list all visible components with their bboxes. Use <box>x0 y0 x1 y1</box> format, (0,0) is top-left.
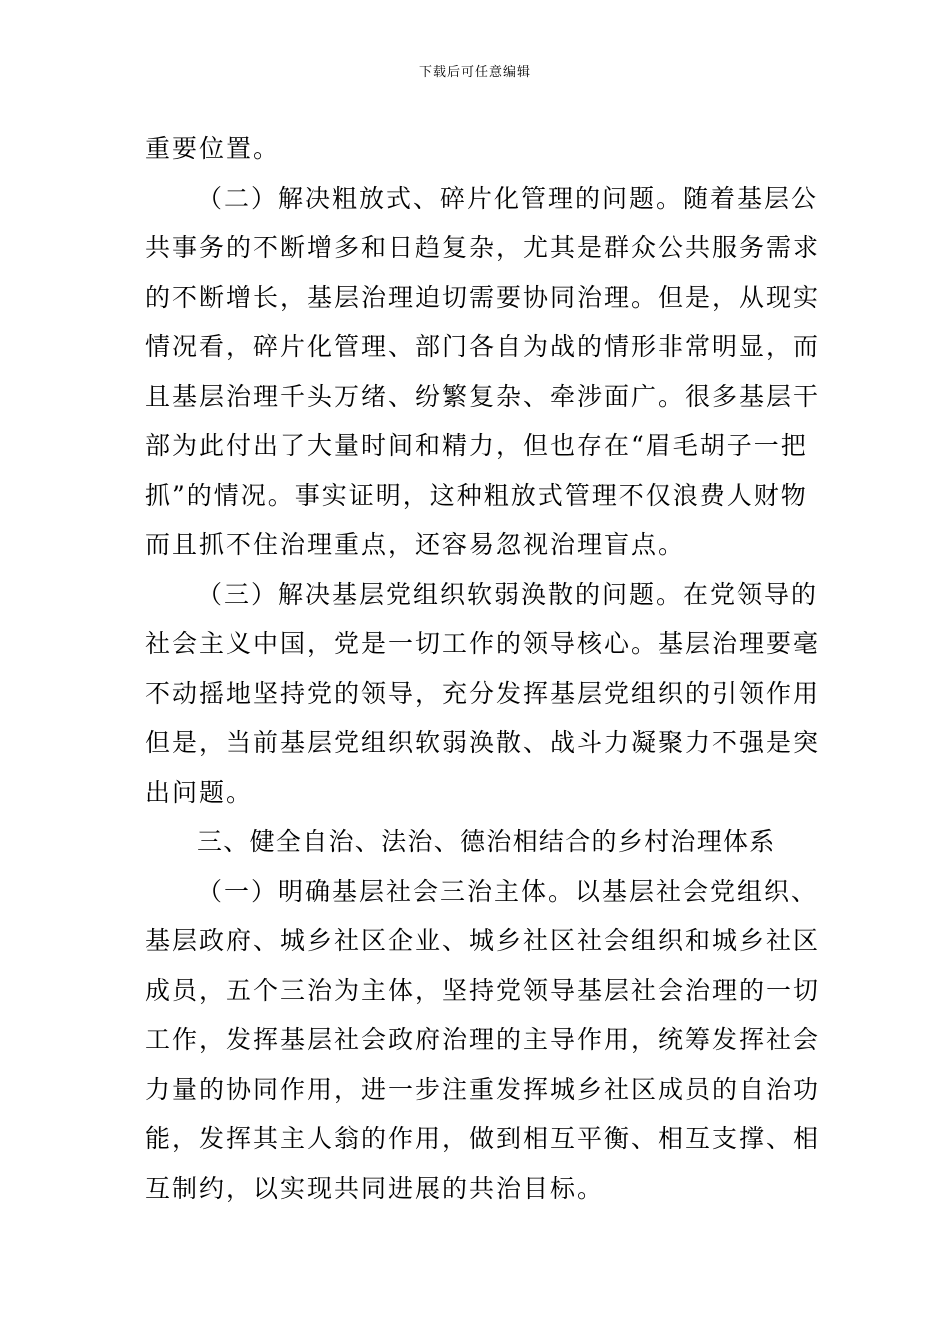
document-body <box>145 124 821 1213</box>
section-heading: 三、健全自治、法治、德治相结合的乡村治理体系 <box>197 827 776 856</box>
text-line: 成员，五个三治为主体，坚持党领导基层社会治理的一切 <box>145 975 821 1005</box>
text-line: 抓”的情况。事实证明，这种粗放式管理不仅浪费人财物 <box>145 480 808 510</box>
text-line: 共事务的不断增多和日趋复杂，尤其是群众公共服务需求 <box>145 233 821 262</box>
text-line: 互制约，以实现共同进展的共治目标。 <box>145 1173 605 1203</box>
text-line: 力量的协同作用，进一步注重发挥城乡社区成员的自治功 <box>145 1074 821 1104</box>
paragraph-start-line: （二）解决粗放式、碎片化管理的问题。随着基层公 <box>197 183 819 213</box>
text-line: 但是，当前基层党组织软弱涣散、战斗力凝聚力不强是突 <box>145 728 821 757</box>
text-line: 而且抓不住治理重点，还容易忽视治理盲点。 <box>145 530 686 559</box>
text-line: 且基层治理千头万绪、纷繁复杂、牵涉面广。很多基层干 <box>145 381 821 411</box>
text-line: 重要位置。 <box>145 134 281 163</box>
paragraph-start-line: （一）明确基层社会三治主体。以基层社会党组织、 <box>197 876 819 906</box>
text-line: 不动摇地坚持党的领导，充分发挥基层党组织的引领作用 <box>145 678 821 708</box>
paragraph-start-line: （三）解决基层党组织软弱涣散的问题。在党领导的 <box>197 579 819 609</box>
text-line: 出问题。 <box>145 777 254 807</box>
text-line: 的不断增长，基层治理迫切需要协同治理。但是，从现实 <box>145 282 821 312</box>
page-header: 下载后可任意编辑 <box>418 65 531 80</box>
text-line: 基层政府、城乡社区企业、城乡社区社会组织和城乡社区 <box>145 926 821 955</box>
text-line: 社会主义中国，党是一切工作的领导核心。基层治理要毫 <box>145 629 821 658</box>
text-line: 工作，发挥基层社会政府治理的主导作用，统筹发挥社会 <box>145 1025 821 1054</box>
text-line: 情况看，碎片化管理、部门各自为战的情形非常明显，而 <box>145 332 821 361</box>
text-line: 能，发挥其主人翁的作用，做到相互平衡、相互支撑、相 <box>145 1124 821 1153</box>
text-line: 部为此付出了大量时间和精力，但也存在“眉毛胡子一把 <box>145 431 808 460</box>
